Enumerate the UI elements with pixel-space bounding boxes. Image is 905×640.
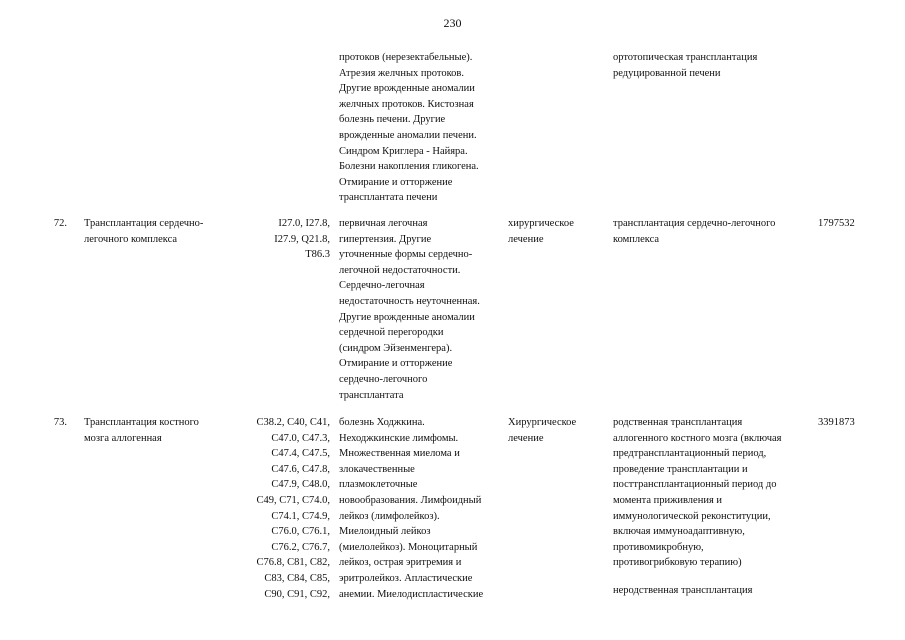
diagnosis-line: желчных протоков. Кистозная	[339, 98, 474, 110]
diagnosis-line: новообразования. Лимфоидный	[339, 494, 482, 506]
method-line: посттрансплантационный период до	[613, 479, 777, 491]
method-line: противогрибковую терапию)	[613, 557, 742, 569]
treatment-type	[508, 216, 608, 247]
treatment-method-secondary	[613, 583, 813, 599]
code-line: C74.1, C74.9,	[271, 510, 330, 522]
name-line: Трансплантация костного	[84, 417, 199, 428]
method-line: родственная трансплантация	[613, 417, 743, 428]
diagnosis-line: (синдром Эйзенменгера).	[339, 342, 453, 354]
method-line: иммунологической реконституции,	[613, 510, 771, 522]
method-line: включая иммуноадаптивную,	[613, 526, 745, 538]
diagnosis-line: эритролейкоз. Апластические	[339, 572, 473, 584]
diagnosis-line: (миелолейкоз). Моноцитарный	[339, 541, 478, 553]
procedure-name	[84, 415, 239, 446]
diagnosis-line: недостаточность неуточненная.	[339, 295, 480, 307]
code-line: C47.9, C48.0,	[271, 479, 330, 491]
diagnosis-line: Атрезия желчных протоков.	[339, 67, 464, 79]
diagnosis-line: Другие врожденные аномалии	[339, 83, 475, 95]
procedure-name	[84, 216, 239, 247]
method-line: неродственная трансплантация	[613, 585, 753, 596]
diagnosis-line: уточненные формы сердечно-	[339, 249, 473, 261]
method-line: проведение трансплантации и	[613, 463, 748, 475]
diagnosis-line: Неходжкинские лимфомы.	[339, 432, 459, 444]
diagnosis-line: легочной недостаточности.	[339, 264, 461, 276]
diagnosis-line: сердечно-легочного	[339, 373, 428, 385]
method-line: предтрансплантационный период,	[613, 448, 767, 460]
cost-value: 3391873	[818, 417, 855, 428]
name-line: мозга аллогенная	[84, 432, 162, 444]
diagnosis-line: протоков (нерезектабельные).	[339, 52, 473, 63]
method-line: трансплантация сердечно-легочного	[613, 218, 776, 229]
page-number: 230	[443, 16, 462, 30]
diagnosis-line: лейкоз (лимфолейкоз).	[339, 510, 440, 522]
continuation-method	[613, 50, 813, 81]
code-line: C76.0, C76.1,	[271, 526, 330, 538]
code-line: C49, C71, C74.0,	[256, 494, 330, 506]
method-line: ортотопическая трансплантация	[613, 52, 758, 63]
cost-value: 1797532	[818, 218, 855, 229]
treatment-method	[613, 415, 813, 571]
method-line: аллогенного костного мозга (включая	[613, 432, 782, 444]
diagnosis-line: Болезни накопления гликогена.	[339, 161, 479, 173]
treatment-line: хирургическое	[508, 218, 574, 229]
code-line: C47.0, C47.3,	[271, 432, 330, 444]
diagnosis-line: анемии. Миелодиспластические	[339, 588, 484, 600]
diagnosis-line: гипертензия. Другие	[339, 233, 432, 245]
icd-codes	[242, 415, 330, 602]
diagnosis-line: болезнь Ходжкина.	[339, 417, 425, 428]
name-line: легочного комплекса	[84, 233, 178, 245]
diagnosis-line: трансплантата печени	[339, 192, 438, 204]
icd-codes	[242, 216, 330, 263]
treatment-line: лечение	[508, 432, 544, 444]
method-line: комплекса	[613, 233, 660, 245]
diagnosis-line: Отмирание и отторжение	[339, 358, 453, 370]
diagnosis-line: болезнь печени. Другие	[339, 114, 446, 126]
diagnosis-line: трансплантата	[339, 389, 404, 401]
diagnosis-line: злокачественные	[339, 463, 415, 475]
diagnosis-line: Синдром Криглера - Найяра.	[339, 145, 468, 157]
diagnosis-line: Множественная миелома и	[339, 448, 460, 460]
code-line: I27.9, Q21.8,	[274, 233, 330, 245]
code-line: C38.2, C40, C41,	[256, 417, 330, 428]
diagnosis-line: сердечной перегородки	[339, 327, 444, 339]
treatment-type	[508, 415, 608, 446]
diagnosis-line: Другие врожденные аномалии	[339, 311, 475, 323]
continuation-diagnosis	[339, 50, 504, 206]
diagnosis	[339, 216, 504, 403]
diagnosis-line: Миелоидный лейкоз	[339, 526, 431, 538]
row-number: 73.	[53, 417, 67, 428]
treatment-line: лечение	[508, 233, 544, 245]
code-line: C83, C84, C85,	[264, 572, 330, 584]
code-line: T86.3	[305, 249, 330, 261]
diagnosis-line: врожденные аномалии печени.	[339, 129, 477, 141]
diagnosis-line: Сердечно-легочная	[339, 280, 425, 292]
code-line: C90, C91, C92,	[264, 588, 330, 600]
code-line: I27.0, I27.8,	[278, 218, 330, 229]
code-line: C47.4, C47.5,	[271, 448, 330, 460]
treatment-method	[613, 216, 813, 247]
method-line: противомикробную,	[613, 541, 704, 553]
row-number: 72.	[53, 218, 67, 229]
diagnosis-line: лейкоз, острая эритремия и	[339, 557, 462, 569]
diagnosis-line: плазмоклеточные	[339, 479, 418, 491]
method-line: редуцированной печени	[613, 67, 721, 79]
code-line: C76.8, C81, C82,	[256, 557, 330, 569]
name-line: Трансплантация сердечно-	[84, 218, 204, 229]
diagnosis	[339, 415, 504, 602]
method-line: момента приживления и	[613, 494, 723, 506]
diagnosis-line: Отмирание и отторжение	[339, 176, 453, 188]
code-line: C76.2, C76.7,	[271, 541, 330, 553]
code-line: C47.6, C47.8,	[271, 463, 330, 475]
diagnosis-line: первичная легочная	[339, 218, 428, 229]
treatment-line: Хирургическое	[508, 417, 577, 428]
